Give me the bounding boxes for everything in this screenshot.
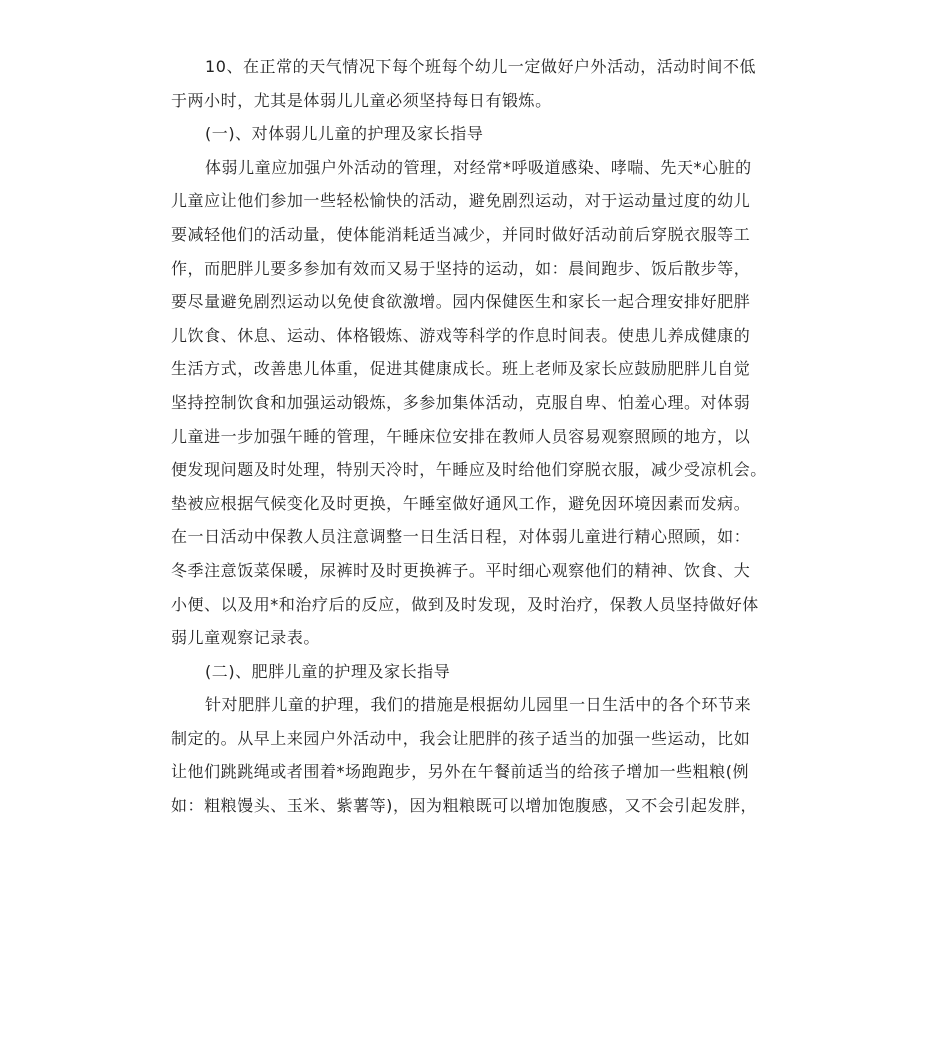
paragraph-line: 便发现问题及时处理，特别天冷时，午睡应及时给他们穿脱衣服，减少受凉机会。 <box>171 460 767 480</box>
paragraph-line: 要减轻他们的活动量，使体能消耗适当减少，并同时做好活动前后穿脱衣服等工 <box>171 224 751 244</box>
paragraph-line: 儿饮食、休息、运动、体格锻炼、游戏等科学的作息时间表。使患儿养成健康的 <box>171 325 751 345</box>
paragraph-line: 制定的。从早上来园户外活动中，我会让肥胖的孩子适当的加强一些运动，比如 <box>171 728 751 748</box>
section-heading: (二)、肥胖儿童的护理及家长指导 <box>205 661 451 681</box>
paragraph-line: 10、在正常的天气情况下每个班每个幼儿一定做好户外活动，活动时间不低 <box>205 57 757 76</box>
paragraph-line: 在一日活动中保教人员注意调整一日生活日程，对体弱儿童进行精心照顾，如： <box>171 527 751 547</box>
paragraph-line: 于两小时，尤其是体弱儿儿童必须坚持每日有锻炼。 <box>171 90 552 110</box>
document-body <box>171 50 786 823</box>
paragraph-line: 冬季注意饭菜保暖，尿裤时及时更换裤子。平时细心观察他们的精神、饮食、大 <box>171 560 751 580</box>
paragraph-line: 坚持控制饮食和加强运动锻炼，多参加集体活动，克服自卑、怕羞心理。对体弱 <box>171 392 751 412</box>
paragraph-line: 儿童进一步加强午睡的管理，午睡床位安排在教师人员容易观察照顾的地方，以 <box>171 426 751 446</box>
paragraph-line: 要尽量避免剧烈运动以免使食欲激增。园内保健医生和家长一起合理安排好肥胖 <box>171 292 751 312</box>
paragraph-line: 针对肥胖儿童的护理，我们的措施是根据幼儿园里一日生活中的各个环节来 <box>205 695 752 715</box>
paragraph-line: 小便、以及用*和治疗后的反应，做到及时发现，及时治疗，保教人员坚持做好体 <box>171 594 759 614</box>
paragraph-line: 弱儿童观察记录表。 <box>171 628 320 648</box>
paragraph-line: 体弱儿童应加强户外活动的管理，对经常*呼吸道感染、哮喘、先天*心脏的 <box>205 157 752 177</box>
paragraph-line: 儿童应让他们参加一些轻松愉快的活动，避免剧烈运动，对于运动量过度的幼儿 <box>171 191 751 211</box>
paragraph-line: 让他们跳跳绳或者围着*场跑跑步，另外在午餐前适当的给孩子增加一些粗粮(例 <box>171 762 750 782</box>
paragraph-line: 如：粗粮馒头、玉米、紫薯等)，因为粗粮既可以增加饱腹感，又不会引起发胖， <box>171 796 758 816</box>
section-heading: (一)、对体弱儿儿童的护理及家长指导 <box>205 124 484 144</box>
paragraph-line: 作，而肥胖儿要多参加有效而又易于坚持的运动，如：晨间跑步、饭后散步等， <box>171 258 751 278</box>
paragraph-line: 垫被应根据气候变化及时更换，午睡室做好通风工作，避免因环境因素而发病。 <box>171 493 751 513</box>
paragraph-line: 生活方式，改善患儿体重，促进其健康成长。班上老师及家长应鼓励肥胖儿自觉 <box>171 359 751 379</box>
